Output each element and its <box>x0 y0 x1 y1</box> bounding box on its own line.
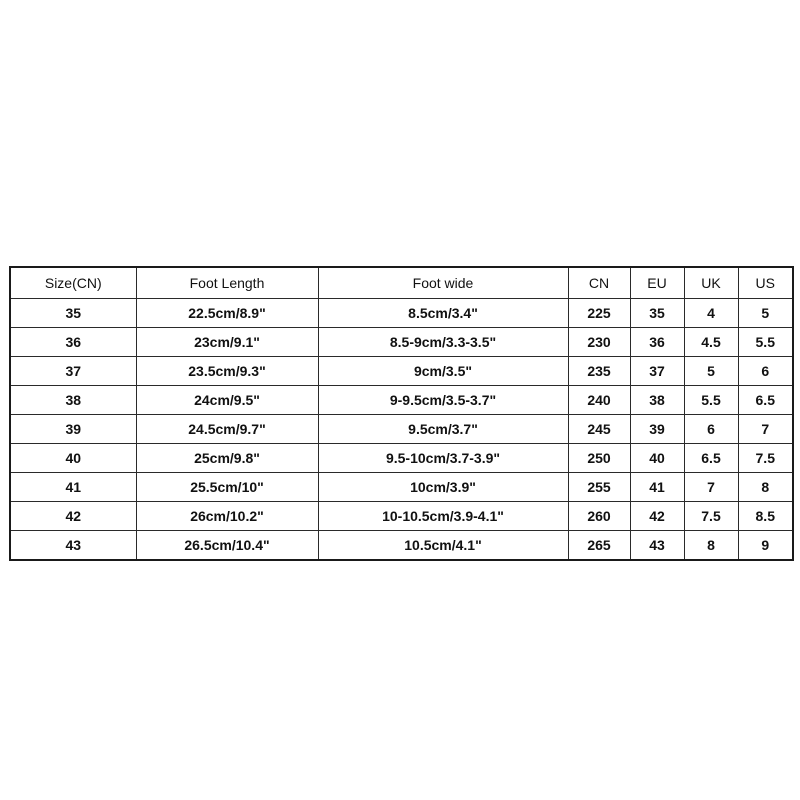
header-foot-wide: Foot wide <box>318 267 568 299</box>
cell-uk: 6 <box>684 415 738 444</box>
cell-cn: 230 <box>568 328 630 357</box>
cell-uk: 4.5 <box>684 328 738 357</box>
cell-cn: 240 <box>568 386 630 415</box>
table-row <box>10 444 793 473</box>
cell-foot-wide: 10.5cm/4.1" <box>318 531 568 561</box>
cell-cn: 255 <box>568 473 630 502</box>
cell-size-cn: 35 <box>10 299 136 328</box>
cell-size-cn: 39 <box>10 415 136 444</box>
cell-foot-wide: 10-10.5cm/3.9-4.1" <box>318 502 568 531</box>
cell-foot-wide: 10cm/3.9" <box>318 473 568 502</box>
cell-uk: 7.5 <box>684 502 738 531</box>
table-header <box>10 267 793 299</box>
cell-size-cn: 42 <box>10 502 136 531</box>
table-row <box>10 357 793 386</box>
cell-eu: 35 <box>630 299 684 328</box>
cell-eu: 37 <box>630 357 684 386</box>
cell-foot-length: 26cm/10.2" <box>136 502 318 531</box>
header-foot-length: Foot Length <box>136 267 318 299</box>
cell-cn: 245 <box>568 415 630 444</box>
header-uk: UK <box>684 267 738 299</box>
cell-foot-wide: 9cm/3.5" <box>318 357 568 386</box>
cell-us: 5.5 <box>738 328 793 357</box>
header-row <box>10 267 793 299</box>
cell-cn: 260 <box>568 502 630 531</box>
cell-foot-length: 23.5cm/9.3" <box>136 357 318 386</box>
cell-foot-wide: 8.5cm/3.4" <box>318 299 568 328</box>
cell-cn: 250 <box>568 444 630 473</box>
cell-cn: 265 <box>568 531 630 561</box>
cell-foot-length: 26.5cm/10.4" <box>136 531 318 561</box>
cell-cn: 235 <box>568 357 630 386</box>
cell-us: 8 <box>738 473 793 502</box>
cell-uk: 6.5 <box>684 444 738 473</box>
cell-us: 6.5 <box>738 386 793 415</box>
table-row <box>10 531 793 561</box>
size-chart-table <box>9 266 794 561</box>
table-row <box>10 299 793 328</box>
cell-size-cn: 40 <box>10 444 136 473</box>
table-row <box>10 328 793 357</box>
table-row <box>10 502 793 531</box>
cell-uk: 5 <box>684 357 738 386</box>
cell-size-cn: 38 <box>10 386 136 415</box>
cell-foot-wide: 9-9.5cm/3.5-3.7" <box>318 386 568 415</box>
cell-foot-length: 24cm/9.5" <box>136 386 318 415</box>
cell-eu: 43 <box>630 531 684 561</box>
cell-us: 7.5 <box>738 444 793 473</box>
table-row <box>10 386 793 415</box>
header-size-cn: Size(CN) <box>10 267 136 299</box>
cell-eu: 36 <box>630 328 684 357</box>
cell-uk: 5.5 <box>684 386 738 415</box>
cell-foot-length: 25.5cm/10" <box>136 473 318 502</box>
cell-eu: 39 <box>630 415 684 444</box>
cell-us: 5 <box>738 299 793 328</box>
cell-us: 9 <box>738 531 793 561</box>
cell-size-cn: 43 <box>10 531 136 561</box>
cell-foot-wide: 9.5cm/3.7" <box>318 415 568 444</box>
cell-eu: 40 <box>630 444 684 473</box>
cell-eu: 41 <box>630 473 684 502</box>
cell-us: 7 <box>738 415 793 444</box>
cell-uk: 8 <box>684 531 738 561</box>
cell-foot-length: 22.5cm/8.9" <box>136 299 318 328</box>
cell-foot-wide: 9.5-10cm/3.7-3.9" <box>318 444 568 473</box>
table-row <box>10 415 793 444</box>
cell-size-cn: 41 <box>10 473 136 502</box>
cell-foot-length: 24.5cm/9.7" <box>136 415 318 444</box>
table-body <box>10 299 793 561</box>
cell-us: 6 <box>738 357 793 386</box>
header-cn: CN <box>568 267 630 299</box>
cell-size-cn: 37 <box>10 357 136 386</box>
cell-cn: 225 <box>568 299 630 328</box>
cell-us: 8.5 <box>738 502 793 531</box>
cell-foot-length: 25cm/9.8" <box>136 444 318 473</box>
cell-size-cn: 36 <box>10 328 136 357</box>
cell-foot-wide: 8.5-9cm/3.3-3.5" <box>318 328 568 357</box>
cell-foot-length: 23cm/9.1" <box>136 328 318 357</box>
header-eu: EU <box>630 267 684 299</box>
cell-eu: 42 <box>630 502 684 531</box>
cell-eu: 38 <box>630 386 684 415</box>
cell-uk: 4 <box>684 299 738 328</box>
cell-uk: 7 <box>684 473 738 502</box>
header-us: US <box>738 267 793 299</box>
table-row <box>10 473 793 502</box>
